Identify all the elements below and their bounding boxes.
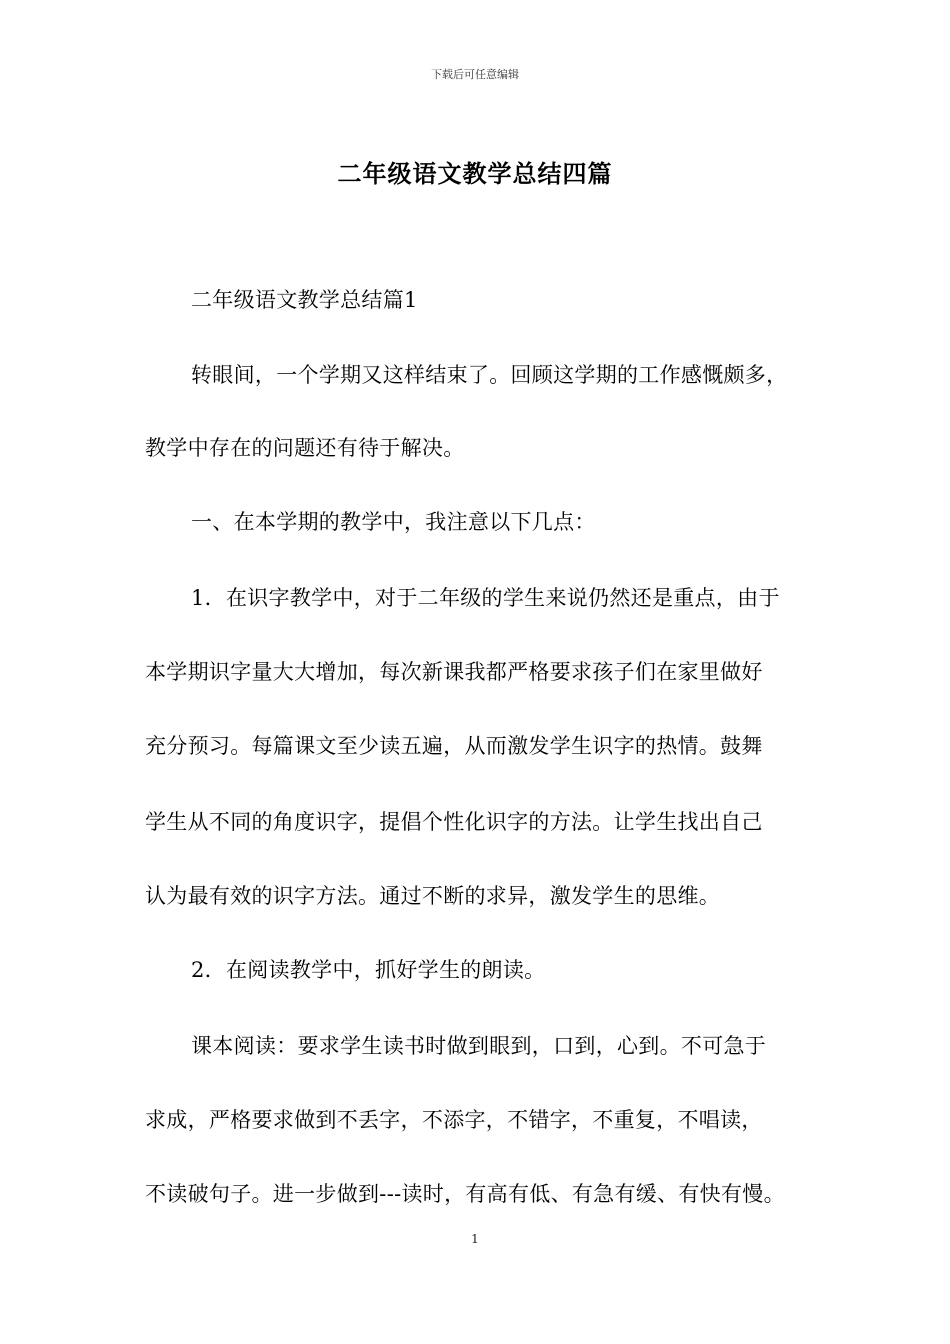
paragraph-line: 学生从不同的角度识字，提倡个性化识字的方法。让学生找出自己 <box>145 810 763 834</box>
paragraph-line: 认为最有效的识字方法。通过不断的求异，激发学生的思维。 <box>145 884 721 908</box>
paragraph-line: 1．在识字教学中，对于二年级的学生来说仍然还是重点，由于 <box>191 586 780 610</box>
paragraph-line: 充分预习。每篇课文至少读五遍，从而激发学生识字的热情。鼓舞 <box>145 734 763 758</box>
document-title: 二年级语文教学总结四篇 <box>337 160 613 188</box>
paragraph-line: 转眼间，一个学期又这样结束了。回顾这学期的工作感慨颇多， <box>191 363 788 387</box>
paragraph-line: 本学期识字量大大增加，每次新课我都严格要求孩子们在家里做好 <box>145 660 763 684</box>
paragraph-line: 不读破句子。进一步做到---读时，有高有低、有急有缓、有快有慢。 <box>145 1182 785 1206</box>
paragraph-line: 课本阅读：要求学生读书时做到眼到，口到，心到。不可急于 <box>191 1034 767 1058</box>
paragraph-line: 一、在本学期的教学中，我注意以下几点： <box>191 510 596 534</box>
header-note: 下载后可任意编辑 <box>431 68 519 81</box>
section-heading: 二年级语文教学总结篇1 <box>191 288 418 312</box>
page-number: 1 <box>471 1232 479 1246</box>
paragraph-line: 2．在阅读教学中，抓好学生的朗读。 <box>191 958 546 982</box>
paragraph-line: 教学中存在的问题还有待于解决。 <box>145 436 465 460</box>
paragraph-line: 求成，严格要求做到不丢字，不添字，不错字，不重复，不唱读， <box>145 1108 763 1132</box>
